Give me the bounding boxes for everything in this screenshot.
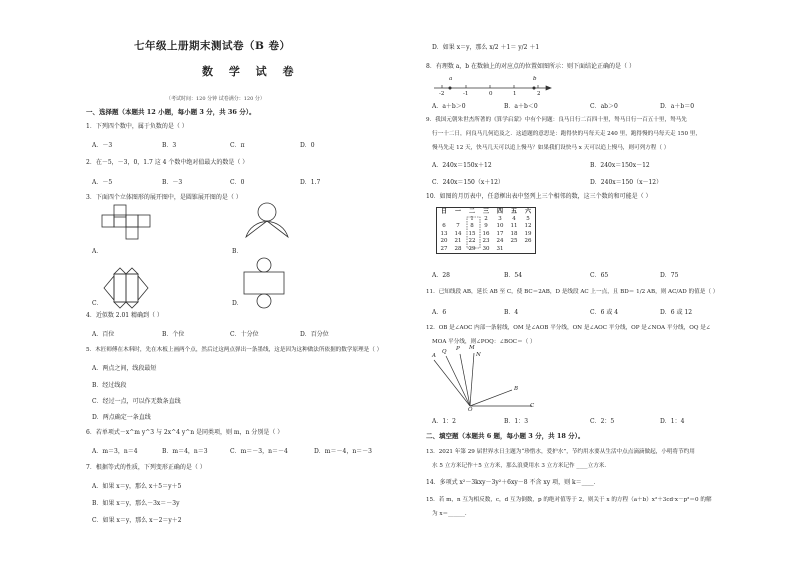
- q5-option-c: C．经过一点，可以作无数条直线: [92, 398, 181, 405]
- q6-stem: 6．若单项式－x^m y^3 与 2x^4 y^n 是同类项，则 m，n 分别是（ ）: [86, 429, 284, 436]
- q3-figure-c-prism-net: [104, 268, 150, 310]
- q8-option-d: D．a＋b＝0: [660, 103, 695, 110]
- q2-option-b: B．－3: [162, 179, 183, 186]
- calendar-cell: 28: [454, 245, 462, 252]
- q8-tick-label: 0: [489, 91, 493, 97]
- q12-label-o: O: [468, 407, 473, 413]
- q9-line-3: 慢马先走 12 天，快马几天可以追上慢马？如果我们设快马 x 天可以追上慢马，则可列方程（ ）: [432, 145, 670, 151]
- q12-option-d: D．1：4: [660, 418, 685, 425]
- calendar-header-cell: 日: [440, 208, 447, 216]
- calendar-cell: 10: [496, 223, 504, 230]
- q8-option-a: A．a＋b＞0: [432, 103, 466, 110]
- calendar-cell: 15: [468, 230, 476, 237]
- calendar-cell: 2: [484, 215, 488, 222]
- q8-option-b: B．a＋b＜0: [504, 103, 538, 110]
- q3-option-d: D．: [232, 300, 243, 307]
- calendar-header-cell: 一: [454, 208, 461, 216]
- q8-tick-label: -2: [439, 91, 445, 97]
- calendar-cell: 23: [482, 238, 490, 245]
- calendar-cell: 11: [510, 223, 518, 230]
- q5-option-b: B．经过线段: [92, 382, 127, 389]
- q12-option-c: C．2：5: [590, 418, 615, 425]
- q11-stem: 11．已知线段 AB，延长 AB 至 C，使 BC＝2AB，D 是线段 AC 上一点，且 BD＝ 1/2 AB，则 AC/AD 的值是（ ）: [426, 289, 719, 295]
- q12-label-q: Q: [442, 349, 447, 355]
- q11-option-d: D．6 或 12: [660, 309, 693, 316]
- q7-stem: 7．根据等式的性质，下列变形正确的是（ ）: [86, 464, 206, 471]
- q10-option-a: A．28: [432, 272, 450, 279]
- q1-stem: 1．下列四个数中，属于负数的是（ ）: [86, 123, 188, 130]
- exam-subject: 数 学 试 卷: [202, 65, 300, 78]
- q4-option-a: A．百位: [92, 331, 115, 338]
- q8-option-c: C．ab＞0: [590, 103, 618, 110]
- calendar-cell: 14: [454, 230, 462, 237]
- q7-option-b: B．如果 x＝y，那么－3x＝－3y: [92, 500, 180, 507]
- q8-tick-label: 1: [513, 91, 517, 97]
- calendar-cell: 1: [470, 215, 474, 222]
- q9-line-1: 9．我国元朝朱世杰所著的《算学启蒙》中有个问题：良马日行二百四十里，驽马日行一百五十里，驽马先: [426, 117, 687, 123]
- q12-label-m: M: [469, 345, 475, 351]
- q1-option-d: D．0: [300, 142, 315, 149]
- q1-option-c: C．π: [230, 142, 245, 149]
- q12-line-2: MOA 平分线，则∠POQ：∠BOC＝（ ）: [432, 339, 536, 345]
- q13-line-2: 水 5 立方米记作＋5 立方米，那么浪费用水 3 立方米记作 ____立方米．: [432, 463, 610, 469]
- q4-option-c: C．十分位: [230, 331, 259, 338]
- q4-option-d: D．百分位: [300, 331, 329, 338]
- q5-option-d: D．两点确定一条直线: [92, 414, 151, 421]
- calendar-cell: 19: [524, 230, 532, 237]
- q9-line-2: 行一十二日，问良马几何追及之．这道题的意思是：跑得快的马每天走 240 里，跑得慢的马每天走 150 里，: [432, 131, 701, 137]
- q3-figure-d-cylinder-net: [244, 258, 284, 310]
- q7-option-c: C．如果 x＝y，那么 x－2＝y＋2: [92, 517, 182, 524]
- q12-option-a: A．1：2: [432, 418, 456, 425]
- q8-stem: 8．有理数 a，b 在数轴上的对应点的位置如图所示：则下面结论正确的是（ ）: [426, 63, 635, 70]
- q10-option-c: C．65: [590, 272, 609, 279]
- q10-calendar-selection-box: [466, 216, 482, 250]
- q10-option-d: D．75: [660, 272, 679, 279]
- q8-tick-label: -1: [463, 91, 469, 97]
- calendar-header-cell: 六: [524, 208, 531, 216]
- section-one-title: 一、选择题（本题共 12 小题，每小题 3 分，共 36 分）。: [86, 108, 256, 116]
- q3-stem: 3．下面四个立体图形的展开图中，是圆锥展开图的是（ ）: [86, 194, 242, 201]
- calendar-cell: 25: [510, 238, 518, 245]
- q12-label-p: P: [456, 346, 460, 352]
- exam-info: （考试时间：120 分钟 试卷满分：120 分）: [166, 96, 265, 102]
- q12-label-a: A: [432, 353, 436, 359]
- calendar-cell: 5: [526, 215, 530, 222]
- q5-stem: 5．木匠师傅在木料时，先在木板上画两个点，然后过这两点弹出一条墨线，这是因为这种做法所依据的数学原理是（ ）: [86, 347, 383, 353]
- q11-option-a: A．6: [432, 309, 447, 316]
- q3-figure-a-cube-net: [102, 205, 152, 255]
- q1-option-a: A．－3: [92, 142, 113, 149]
- calendar-cell: 8: [470, 223, 474, 230]
- calendar-header-cell: 三: [482, 208, 489, 216]
- q7-option-d: D．如果 x＝y，那么 x/2 ＋1＝ y/2 ＋1: [432, 44, 540, 51]
- q11-option-c: C．6 或 4: [590, 309, 619, 316]
- q1-option-b: B．3: [162, 142, 177, 149]
- calendar-cell: 6: [442, 223, 446, 230]
- q4-option-b: B．个位: [162, 331, 185, 338]
- q13-line-1: 13．2021 年第 29 届世界水日主题为“珍惜水，爱护水”，节约用水要从生活中点点滴滴做起，小明将节约用: [426, 449, 695, 455]
- q7-option-a: A．如果 x＝y，那么 x＋5＝y＋5: [92, 483, 182, 490]
- q15-line-1: 15．若 m，n 互为相反数，c，d 互为倒数，p 的绝对值等于 2，则关于 x 的方程（a＋b）x²＋3cd·x－p²＝0 的解: [426, 497, 712, 503]
- q4-stem: 4．近似数 2.01 精确到（ ）: [86, 312, 163, 319]
- q8-tick-label: 2: [537, 91, 541, 97]
- q12-angle-figure: [432, 350, 542, 410]
- calendar-cell: 29: [468, 245, 476, 252]
- q12-line-1: 12．OB 是∠AOC 内部一条射线，OM 是∠AOB 平分线，ON 是∠AOC 平分线，OP 是∠NOA 平分线，OQ 是∠: [426, 325, 711, 331]
- q12-option-b: B．1：3: [504, 418, 529, 425]
- calendar-cell: 26: [524, 238, 532, 245]
- q12-label-n: N: [476, 352, 481, 358]
- q10-calendar: [436, 207, 536, 254]
- calendar-cell: 3: [498, 215, 502, 222]
- q12-label-b: B: [514, 386, 519, 392]
- calendar-cell: 13: [440, 230, 448, 237]
- q2-option-d: D．1.7: [300, 179, 321, 186]
- calendar-cell: [451, 216, 465, 224]
- q8-point-a-label: a: [449, 76, 453, 82]
- calendar-cell: 20: [440, 238, 448, 245]
- q9-option-b: B．240x＝150x－12: [590, 162, 650, 169]
- exam-title: 七年级上册期末测试卷（B 卷）: [134, 40, 291, 52]
- q6-option-d: D．m＝－4，n＝－3: [314, 448, 372, 455]
- q11-option-b: B．4: [504, 309, 519, 316]
- q10-stem: 10．如图的月历表中，任意框出表中竖列上三个相邻的数，这三个数的和可能是（ ）: [426, 193, 652, 200]
- calendar-header-cell: 四: [496, 208, 503, 216]
- calendar-cell: 4: [512, 215, 516, 222]
- q9-option-c: C．240x＝150（x＋12）: [432, 179, 504, 186]
- calendar-cell: 30: [482, 245, 490, 252]
- calendar-cell: 22: [468, 238, 476, 245]
- calendar-cell: 7: [456, 223, 460, 230]
- calendar-cell: 18: [510, 230, 518, 237]
- q3-option-a: A．: [92, 248, 103, 255]
- q12-label-c: C: [530, 403, 535, 409]
- q6-option-c: C．m＝－3，n＝－4: [230, 448, 288, 455]
- q2-stem: 2．在－5，－3，0，1.7 这 4 个数中绝对值最大的数是（ ）: [86, 159, 249, 166]
- q3-option-b: B．: [232, 248, 243, 255]
- calendar-header-cell: 五: [510, 208, 517, 216]
- calendar-cell: [437, 216, 451, 224]
- calendar-cell: 31: [496, 245, 504, 252]
- calendar-cell: 17: [496, 230, 504, 237]
- calendar-header-cell: 二: [468, 208, 475, 216]
- calendar-cell: [507, 246, 521, 254]
- calendar-cell: 21: [454, 238, 462, 245]
- q3-figure-b-cone-net: [244, 203, 290, 253]
- q15-line-2: 为 x＝______．: [432, 511, 471, 517]
- q5-option-a: A．两点之间，线段最短: [92, 365, 157, 372]
- q9-option-a: A．240x＝150x＋12: [432, 162, 492, 169]
- calendar-cell: 27: [440, 245, 448, 252]
- q8-point-b-label: b: [533, 76, 537, 82]
- calendar-cell: 16: [482, 230, 490, 237]
- section-two-title: 二、填空题（本题共 6 题，每小题 3 分，共 18 分）。: [426, 432, 585, 440]
- calendar-cell: 9: [484, 223, 488, 230]
- calendar-cell: 12: [524, 223, 532, 230]
- q2-option-a: A．－5: [92, 179, 113, 186]
- q3-option-c: C．: [92, 300, 103, 307]
- q10-option-b: B．54: [504, 272, 523, 279]
- calendar-cell: [521, 246, 535, 254]
- q6-option-a: A．m＝3，n＝4: [92, 448, 138, 455]
- q6-option-b: B．m＝4，n＝3: [162, 448, 208, 455]
- calendar-cell: 24: [496, 238, 504, 245]
- q2-option-c: C．0: [230, 179, 245, 186]
- q14-text: 14．多项式 x²－3kxy－3y²＋6xy－8 不含 xy 项，则 k＝____．: [426, 479, 600, 486]
- q9-option-d: D．240x＝150（x－12）: [590, 179, 663, 186]
